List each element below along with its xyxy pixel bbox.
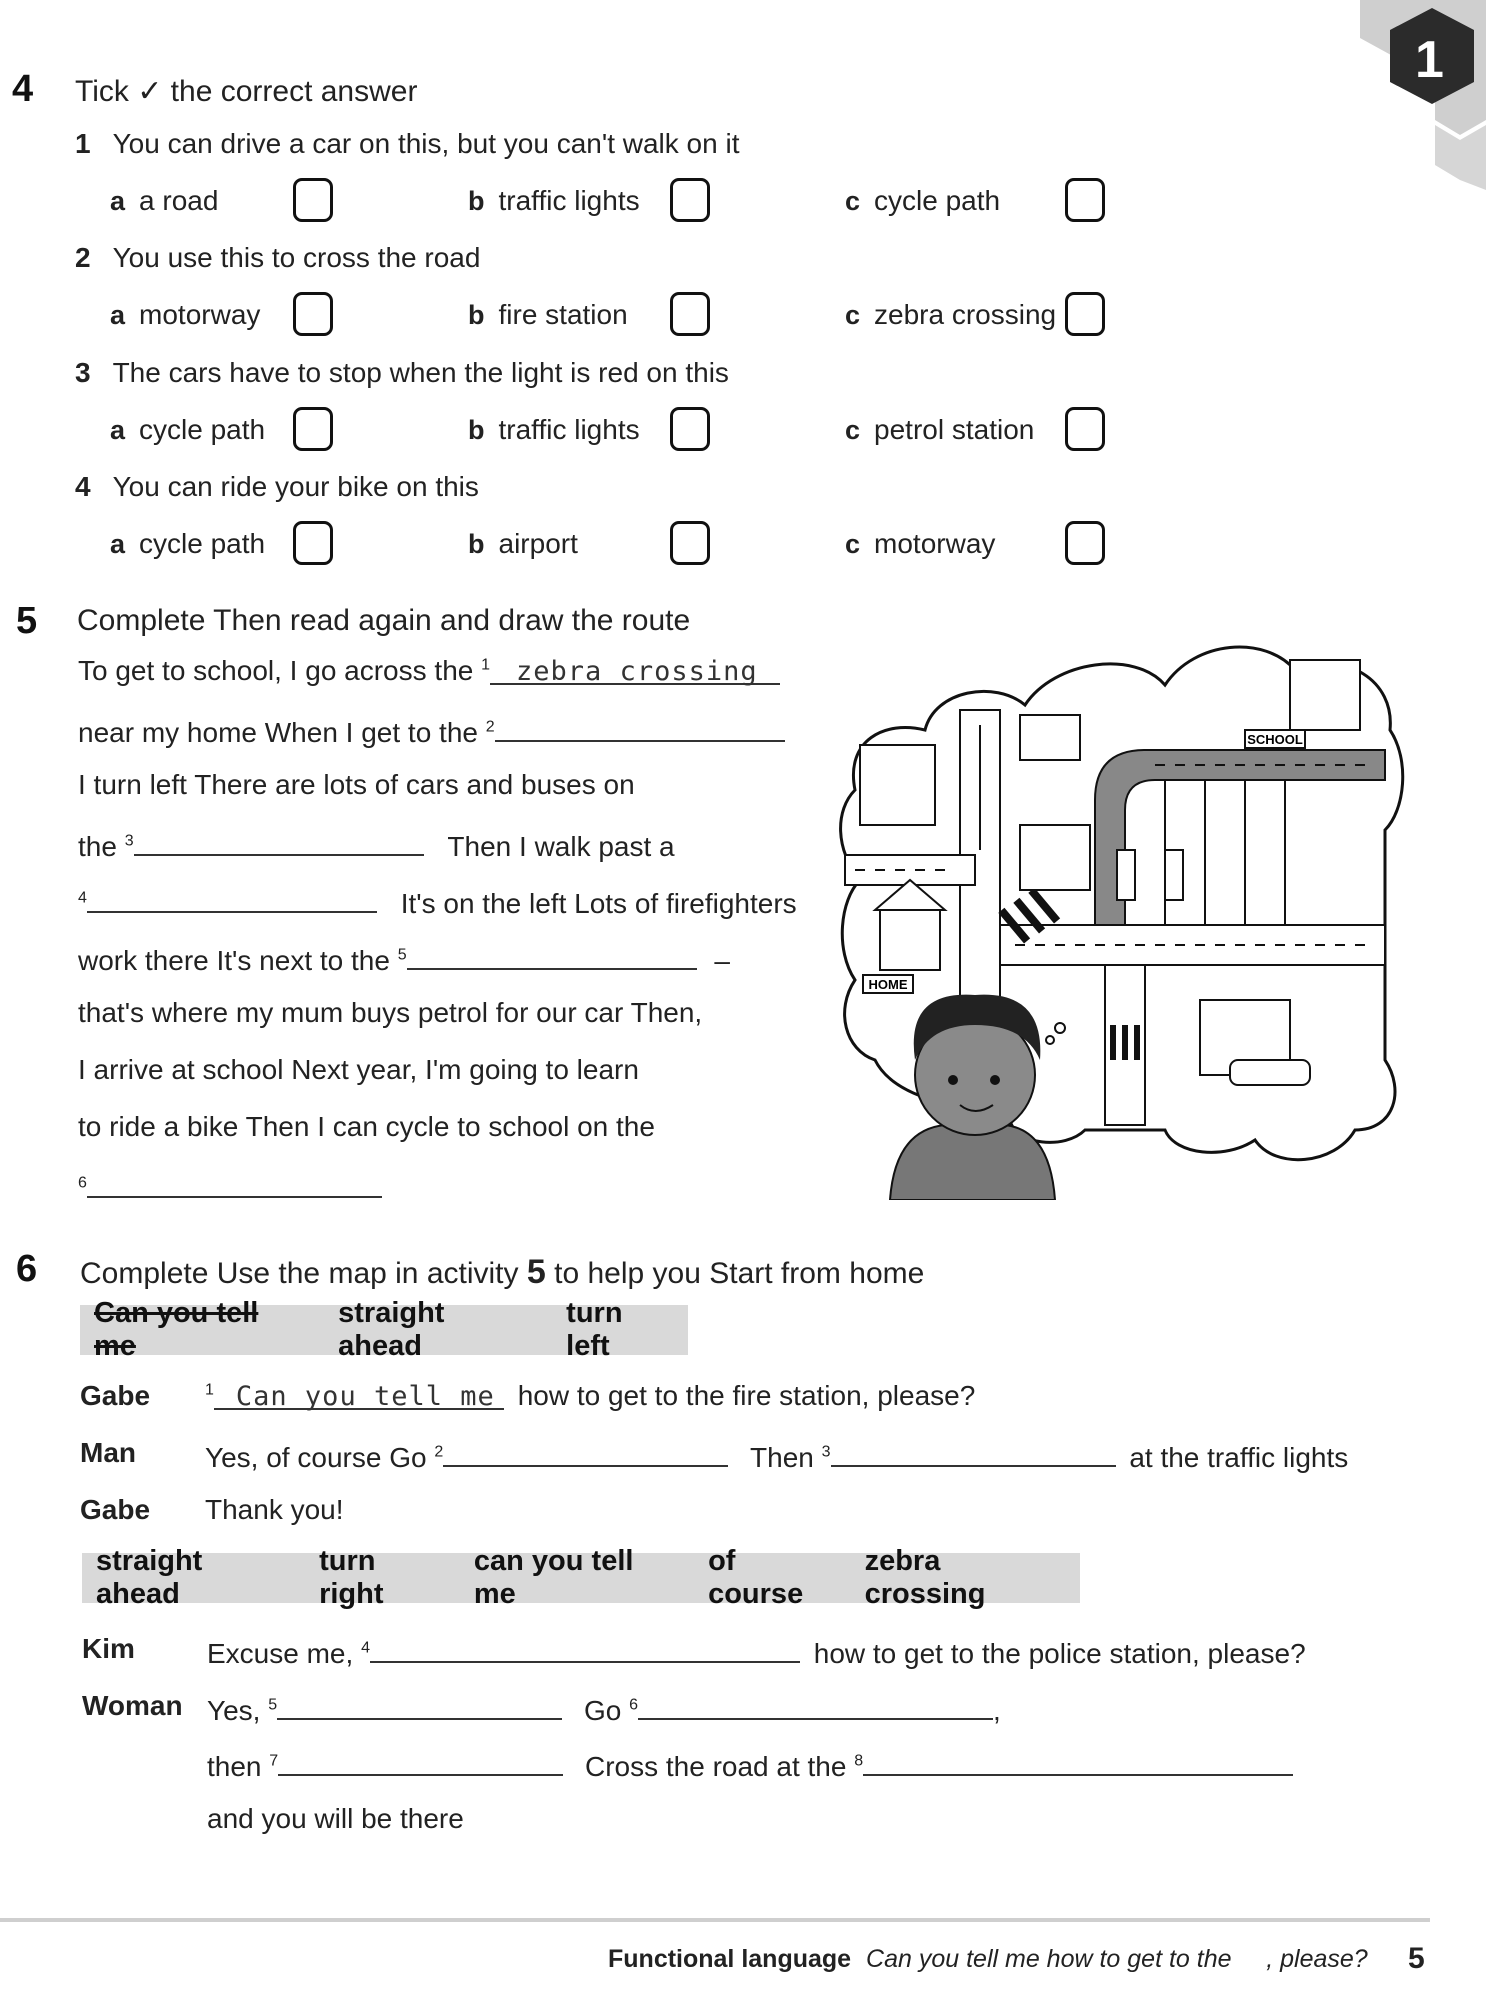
question-3 [75,357,729,389]
option-text: motorway [139,299,261,330]
tick-box-2a[interactable] [293,292,333,336]
option-letter: b [468,300,485,330]
question-text: The cars have to stop when the light is red on this [112,357,729,388]
option-3c [845,414,1034,446]
option-text: traffic lights [498,414,640,445]
unit-badge-number: 1 [1415,31,1444,89]
ex6-gap-7[interactable] [278,1746,563,1776]
speaker-gabe: Gabe [80,1380,151,1411]
option-text: cycle path [874,185,1001,216]
ex6-gap-5[interactable] [277,1690,562,1720]
ex6-gap-4[interactable] [370,1633,800,1663]
option-2c [845,299,1056,331]
exercise-4-number: 4 [12,68,34,110]
tick-box-3b[interactable] [670,407,710,451]
exercise-5-instruction: Complete Then read again and draw the route [77,604,691,637]
question-number: 2 [75,242,91,273]
option-2a [110,299,260,331]
tick-box-1b[interactable] [670,178,710,222]
tick-box-1a[interactable] [293,178,333,222]
kim-line: Excuse me, $^4$ how to get to the police station, please? [207,1633,1306,1670]
option-letter: a [110,300,126,330]
option-2b [468,299,628,331]
ex5-line-6: work there It's next to the $^5$ – [78,940,730,977]
option-text: fire station [498,299,628,330]
option-text: petrol station [874,414,1035,445]
option-letter: a [110,529,126,559]
ex6-gap-6[interactable] [638,1690,993,1720]
speaker-gabe-2: Gabe [80,1494,151,1525]
tick-box-3c[interactable] [1065,407,1105,451]
woman-line-2: then $^7$ Cross the road at the $^8$ [207,1746,1293,1783]
ex5-line-2: near my home When I get to the $^2$ [78,712,785,749]
option-letter: c [845,186,861,216]
ex5-line-3: I turn left There are lots of cars and buses on [78,769,635,800]
tick-box-4c[interactable] [1065,521,1105,565]
word-box-1-item: straight ahead [338,1297,445,1362]
ex5-line-8: I arrive at school Next year, I'm going to learn [78,1054,639,1085]
option-4c [845,528,995,560]
woman-line-3: and you will be there [207,1803,464,1834]
option-letter: b [468,415,485,445]
ex6-gap-2[interactable] [443,1437,728,1467]
page-number: 5 [1408,1942,1425,1975]
footer-rule [0,1918,1430,1922]
option-letter: a [110,186,126,216]
ex5-line-5: $^4$ It's on the left Lots of firefighters [78,883,797,920]
tick-box-1c[interactable] [1065,178,1105,222]
option-letter: b [468,186,485,216]
ex5-line-4: the $^3$ Then I walk past a [78,826,675,863]
word-box-2-item: turn right [319,1545,384,1610]
option-text: motorway [874,528,996,559]
word-box-2 [82,1545,1080,1610]
man-line: Yes, of course Go $^2$ Then $^3$ at the traffic lights [205,1437,1348,1474]
option-letter: c [845,415,861,445]
unit-badge [1340,0,1486,190]
speaker-kim: Kim [82,1633,135,1664]
footer-text: Functional language Can you tell me how to get to the , please? [608,1945,1368,1973]
ex6-gap-1-answer: Can you tell me [235,1381,495,1412]
ex5-line-7: that's where my mum buys petrol for our car Then, [78,997,703,1028]
ex5-line-9: to ride a bike Then I can cycle to school on the [78,1111,655,1142]
word-box-1-item: turn left [566,1297,623,1362]
tick-box-2b[interactable] [670,292,710,336]
question-text: You can ride your bike on this [112,471,479,502]
option-letter: c [845,300,861,330]
speaker-man: Man [80,1437,136,1468]
map-label-home: HOME [868,977,908,992]
option-text: cycle path [139,528,266,559]
gap-6[interactable] [87,1168,382,1198]
word-box-2-item: of course [708,1545,804,1610]
route-map-illustration [835,630,1410,1200]
option-1b [468,185,640,217]
ex6-gap-1[interactable] [214,1380,504,1410]
option-letter: b [468,529,485,559]
ex6-gap-3[interactable] [831,1437,1116,1467]
map-label-school: SCHOOL [1247,732,1303,747]
question-text: You use this to cross the road [112,242,481,273]
woman-line: Yes, $^5$ Go $^6$ , [207,1690,1001,1727]
word-box-2-item: can you tell me [473,1545,634,1610]
gap-3[interactable] [134,826,424,856]
word-box-2-item: straight ahead [96,1545,203,1610]
exercise-5-number: 5 [16,600,38,642]
question-4 [75,471,479,503]
tick-box-2c[interactable] [1065,292,1105,336]
question-text: You can drive a car on this, but you can't walk on it [112,128,740,159]
option-text: zebra crossing [874,299,1057,330]
option-text: traffic lights [498,185,640,216]
gap-5[interactable] [407,940,697,970]
word-box-1-item: Can you tell me [94,1297,259,1362]
option-text: a road [139,185,219,216]
option-text: airport [498,528,578,559]
word-box-2-item: zebra crossing [864,1545,986,1610]
gabe-line-2: Thank you! [205,1494,344,1525]
ex6-gap-8[interactable] [863,1746,1293,1776]
option-letter: c [845,529,861,559]
ex5-line-10: 6 [78,1168,382,1205]
question-2 [75,242,480,274]
question-number: 3 [75,357,91,388]
question-number: 4 [75,471,91,502]
gabe-line-1: $^1$ Can you tell me how to get to the fire station, please? [205,1380,976,1412]
gap-1[interactable] [490,655,780,685]
tick-box-4b[interactable] [670,521,710,565]
tick-box-4a[interactable] [293,521,333,565]
option-1a [110,185,218,217]
gap-4[interactable] [87,883,377,913]
option-3b [468,414,640,446]
gap-1-answer: zebra crossing [516,656,758,687]
question-1 [75,128,739,160]
option-4b [468,528,578,560]
tick-box-3a[interactable] [293,407,333,451]
option-3a [110,414,265,446]
option-4a [110,528,265,560]
option-1c [845,185,1000,217]
gap-2[interactable] [495,712,785,742]
speaker-woman: Woman [82,1690,183,1721]
exercise-6-instruction: Complete Use the map in activity 5 to help you Start from home [80,1253,925,1291]
word-box-1 [80,1297,688,1362]
exercise-6-number: 6 [16,1248,38,1290]
ex5-line-1: To get to school, I go across the $^1$ zebra crossing [78,655,780,687]
question-number: 1 [75,128,91,159]
option-text: cycle path [139,414,266,445]
exercise-4-instruction: Tick ✓ the correct answer [75,75,418,108]
option-letter: a [110,415,126,445]
